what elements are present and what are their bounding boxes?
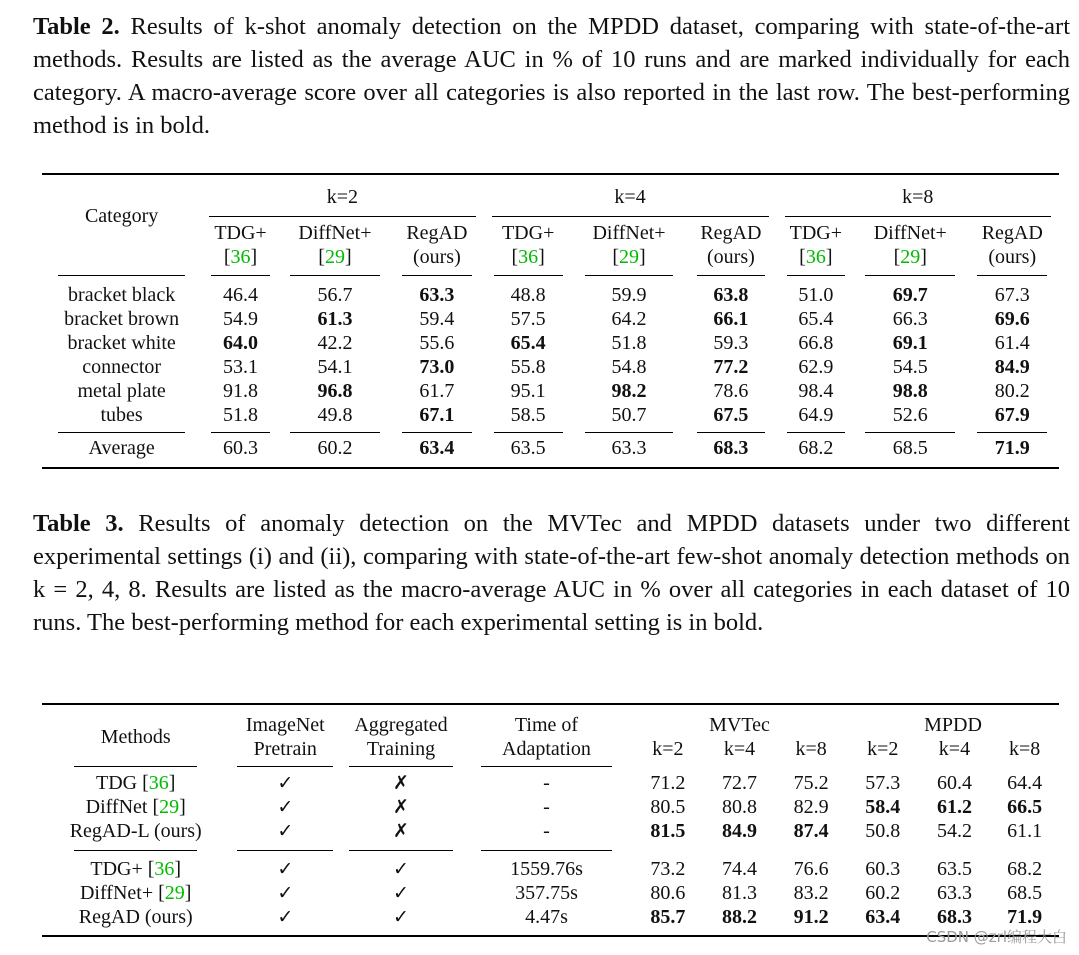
- t2-method-sub: [855, 245, 965, 269]
- table2-caption-label: Table 2.: [33, 13, 120, 40]
- t2-method-name: RegAD: [406, 222, 468, 244]
- t3-method-label: TDG+: [90, 857, 148, 880]
- t3-pretrain-mark: ✓: [277, 796, 294, 818]
- t3-imagenet-header-line1: ImageNet: [245, 714, 325, 736]
- t3-row: [42, 795, 1059, 819]
- t3-setting-rule-row-cell: [42, 843, 229, 857]
- t2-method-header: [201, 217, 280, 275]
- t3-method-name: [42, 819, 229, 843]
- t2-cell: 95.1: [510, 379, 546, 402]
- t3-cell: 72.7: [722, 771, 758, 794]
- t2-cite-close: ]: [538, 246, 545, 268]
- t3-header-rule-row-cell: [704, 761, 776, 771]
- t2-cite-close: ]: [639, 246, 646, 268]
- t2-cell: 78.6: [713, 379, 749, 402]
- t3-k-header: k=4: [723, 737, 756, 760]
- t2-cell: 54.8: [611, 355, 647, 378]
- t3-cite: 36: [154, 857, 175, 880]
- t2-cite: 29: [619, 246, 639, 268]
- t2-cell: 54.5: [892, 355, 928, 378]
- t3-cell: 83.2: [793, 881, 829, 904]
- t2-method-sub: [777, 245, 856, 269]
- t2-header-rule: [280, 275, 390, 283]
- t3-cell: 58.4: [865, 795, 901, 818]
- t3-k-header: k=2: [652, 737, 684, 760]
- t3-time-cell: 1559.76s: [510, 857, 583, 880]
- t2-method-name: DiffNet+: [873, 222, 947, 244]
- t3-cell: 81.3: [722, 881, 758, 904]
- t3-cell: 57.3: [865, 771, 901, 794]
- t2-cell: 63.3: [419, 283, 455, 306]
- t2-method-name: DiffNet+: [298, 222, 372, 244]
- t2-cell: 98.4: [798, 379, 834, 402]
- t2-cite-open: [: [799, 246, 806, 268]
- t2-cite: 29: [900, 246, 921, 268]
- t2-cell: 67.9: [994, 403, 1030, 426]
- t3-aggregated-header: [341, 704, 461, 761]
- t3-setting-rule-row: [42, 843, 1059, 857]
- t3-aggregated-mark: ✗: [393, 796, 409, 818]
- t3-cell: 80.8: [722, 795, 758, 818]
- t3-cell: 61.2: [936, 795, 972, 818]
- t2-average-rule: [573, 427, 686, 437]
- watermark: CSDN @zrl编程大白: [926, 928, 1067, 946]
- t2-cell: 84.9: [994, 355, 1030, 378]
- t2-row: [42, 355, 1059, 379]
- t2-header-rule: [685, 275, 776, 283]
- t2-group-header: k=4: [614, 185, 646, 208]
- t3-aggregated-mark: ✓: [393, 858, 409, 880]
- t2-method-header: [685, 217, 776, 275]
- t2-cite: 36: [518, 246, 539, 268]
- t2-average-rule: [280, 427, 390, 437]
- t3-method-name: [42, 771, 229, 795]
- t3-cell: 60.4: [936, 771, 972, 794]
- t3-cite-close: ]: [179, 795, 186, 818]
- t2-average-rule-row: [42, 427, 1059, 437]
- t3-cite-close: ]: [168, 771, 176, 794]
- table2: [42, 173, 1059, 469]
- t2-method-sub: [484, 245, 573, 269]
- t2-header-rule: [777, 275, 856, 283]
- t2-average-row: [42, 437, 1059, 468]
- t2-method-sub: [965, 245, 1059, 269]
- t2-cell: 65.4: [510, 331, 546, 354]
- t2-cell: 77.2: [713, 355, 749, 378]
- category-header: Category: [84, 205, 159, 227]
- t2-cell: 59.9: [611, 283, 647, 306]
- t3-cell: 54.2: [936, 819, 972, 842]
- t2-cell: 54.9: [223, 307, 258, 330]
- t2-cell: 53.1: [223, 355, 258, 378]
- t3-cell: 63.5: [936, 857, 972, 880]
- t2-average-rule: [201, 427, 280, 437]
- t3-mpdd-header: MPDD: [924, 713, 982, 736]
- t3-cell: 68.2: [1007, 857, 1043, 880]
- table3-caption: [33, 507, 1070, 639]
- t2-average-rule: [390, 427, 483, 437]
- t2-method-header: [484, 217, 573, 275]
- t3-cell: 60.2: [865, 881, 901, 904]
- t3-method-label: RegAD (ours): [78, 905, 193, 928]
- t3-header-rule-row-cell: [341, 761, 461, 771]
- t2-cell: 66.1: [713, 307, 749, 330]
- t3-cell: 88.2: [722, 905, 758, 928]
- t2-method-name: RegAD: [700, 222, 762, 244]
- t2-cell: 64.2: [611, 307, 647, 330]
- t3-cell: 68.5: [1007, 881, 1043, 904]
- t3-setting-rule-row-cell: [229, 843, 341, 857]
- t3-method-label: DiffNet: [85, 795, 153, 818]
- t2-average-cell: 60.3: [223, 437, 258, 459]
- t3-time-header-line1: Time of: [514, 714, 579, 736]
- t3-cell: 76.6: [793, 857, 829, 880]
- t3-cite-close: ]: [174, 857, 182, 880]
- t2-header-rule: [484, 275, 573, 283]
- t2-cell: 96.8: [317, 379, 353, 402]
- t3-aggregated-header-line1: Aggregated: [354, 714, 448, 736]
- t2-row-category: metal plate: [77, 379, 166, 402]
- t3-method-label: RegAD-L (ours): [69, 819, 202, 842]
- t3-cell: 71.2: [650, 771, 686, 794]
- t2-cell: 67.1: [419, 403, 455, 426]
- t3-setting-rule-row-cell: [632, 843, 704, 857]
- t2-method-name: TDG+: [501, 222, 555, 244]
- t2-average-cell: 68.2: [798, 437, 834, 459]
- t2-cell: 46.4: [223, 283, 258, 306]
- t3-pretrain-mark: ✓: [277, 820, 294, 842]
- t3-k-header: k=2: [867, 737, 899, 760]
- t3-imagenet-header: [229, 704, 341, 761]
- t3-header-rule-row-cell: [461, 761, 632, 771]
- t2-method-ours: (ours): [412, 246, 461, 268]
- t2-cite-close: ]: [250, 246, 258, 268]
- t3-cell: 63.4: [865, 905, 901, 928]
- t2-method-header: [965, 217, 1059, 275]
- t2-cite-close: ]: [920, 246, 927, 268]
- t2-cell: 69.1: [892, 331, 928, 354]
- t3-row: [42, 905, 1059, 929]
- t2-cell: 69.7: [892, 283, 928, 306]
- t2-average-cell: 71.9: [994, 437, 1030, 459]
- t2-cell: 57.5: [510, 307, 546, 330]
- t3-time-cell: -: [543, 771, 550, 794]
- t3-aggregated-mark: ✓: [393, 882, 409, 904]
- t2-method-header: [855, 217, 965, 275]
- t3-time-header-line2: Adaptation: [502, 738, 591, 760]
- t2-cell: 61.7: [419, 379, 455, 402]
- t2-cell: 59.3: [713, 331, 749, 354]
- t3-setting-rule-row-cell: [847, 843, 919, 857]
- t3-header-rule-row: [42, 761, 1059, 771]
- t3-method-label: DiffNet+: [79, 881, 159, 904]
- t3-setting-rule-row-cell: [990, 843, 1059, 857]
- t3-cell: 74.4: [722, 857, 758, 880]
- t2-cell: 61.3: [317, 307, 353, 330]
- t2-average-cell: 60.2: [317, 437, 353, 459]
- t3-row: [42, 771, 1059, 795]
- t2-cell: 61.4: [994, 331, 1030, 354]
- t2-method-sub: [201, 245, 280, 269]
- t2-cite: 36: [230, 246, 251, 268]
- t2-header-rule: [42, 275, 201, 283]
- table2-caption: [33, 10, 1070, 142]
- t3-cite-open: [: [147, 857, 155, 880]
- t3-cell: 68.3: [936, 905, 972, 928]
- t3-cell: 84.9: [722, 819, 758, 842]
- t3-cell: 66.5: [1007, 795, 1043, 818]
- t2-row: [42, 403, 1059, 427]
- t3-k-header: k=4: [938, 737, 971, 760]
- t3-k-header: k=8: [795, 737, 827, 760]
- t2-cell: 51.8: [223, 403, 258, 426]
- t3-cite: 29: [159, 795, 180, 818]
- t3-method-name: [42, 795, 229, 819]
- t2-cell: 66.8: [798, 331, 834, 354]
- t2-row-category: connector: [82, 355, 162, 378]
- t2-cell: 55.8: [510, 355, 546, 378]
- t3-cell: 63.3: [936, 881, 972, 904]
- t3-cite: 36: [148, 771, 169, 794]
- t2-method-name: TDG+: [789, 222, 843, 244]
- t2-cell: 98.8: [892, 379, 928, 402]
- t2-row: [42, 331, 1059, 355]
- t2-average-rule: [484, 427, 573, 437]
- t2-cell: 48.8: [510, 283, 546, 306]
- t2-cite-close: ]: [825, 246, 833, 268]
- t2-cite-open: [: [318, 246, 325, 268]
- t2-header-rule: [965, 275, 1059, 283]
- t2-method-name: DiffNet+: [592, 222, 666, 244]
- t2-cite-open: [: [612, 246, 619, 268]
- t2-cite-open: [: [893, 246, 901, 268]
- t3-aggregated-header-line2: Training: [366, 738, 436, 760]
- t2-average-label: Average: [88, 437, 155, 459]
- t2-cell: 49.8: [317, 403, 353, 426]
- t3-cell: 81.5: [650, 819, 686, 842]
- t3-header-rule-row-cell: [632, 761, 704, 771]
- t2-method-sub: [685, 245, 776, 269]
- t2-cite-open: [: [511, 246, 519, 268]
- t3-method-name: [42, 881, 229, 905]
- t2-cell: 63.8: [713, 283, 749, 306]
- t3-header-rule-row-cell: [990, 761, 1059, 771]
- t2-group-header: k=2: [326, 185, 359, 208]
- t3-cell: 73.2: [650, 857, 686, 880]
- t2-header-rule: [201, 275, 280, 283]
- t3-k-header: k=8: [1008, 737, 1041, 760]
- t2-cell: 56.7: [317, 283, 353, 306]
- t3-setting-rule-row-cell: [919, 843, 991, 857]
- table3-caption-text: Results of anomaly detection on the MVTec and MPDD datasets under two different experimental settings (i) and (ii), comparing with state-of-the-art few-shot anomaly detection methods on k = 2, 4, 8. Results are listed as the macro-average AUC in % over all categories in each dataset of 10 runs. The best-performing method for each experimental setting is in bold.: [33, 510, 1070, 636]
- t2-method-header: [573, 217, 686, 275]
- table3-caption-label: Table 3.: [33, 510, 124, 537]
- t2-cell: 65.4: [798, 307, 834, 330]
- t2-cell: 67.3: [994, 283, 1030, 306]
- t2-cite-open: [: [223, 246, 231, 268]
- t2-average-cell: 63.5: [510, 437, 546, 459]
- t3-cell: 75.2: [793, 771, 829, 794]
- t2-method-header: [777, 217, 856, 275]
- t2-method-ours: (ours): [988, 246, 1037, 268]
- t2-cite: 36: [805, 246, 826, 268]
- t3-time-cell: -: [543, 819, 550, 842]
- t2-cell: 51.8: [611, 331, 647, 354]
- t2-header-rule: [855, 275, 965, 283]
- t3-methods-header: Methods: [100, 725, 171, 748]
- t2-cell: 64.9: [798, 403, 834, 426]
- t3-header-rule-row-cell: [229, 761, 341, 771]
- t2-cell: 98.2: [611, 379, 647, 402]
- t3-cell: 50.8: [865, 819, 901, 842]
- t3-pretrain-mark: ✓: [277, 858, 294, 880]
- table2-caption-text: Results of k-shot anomaly detection on the MPDD dataset, comparing with state-of-the-art methods. Results are listed as the average AUC in % of 10 runs and are marked individually for each category. A macro-average score over all categories is also reported in the last row. The best-performing method is in bold.: [33, 13, 1070, 139]
- t3-setting-rule-row-cell: [461, 843, 632, 857]
- t3-time-header: [461, 704, 632, 761]
- t3-cell: 64.4: [1007, 771, 1043, 794]
- t2-header-rule: [390, 275, 483, 283]
- t2-row: [42, 307, 1059, 331]
- t2-method-header: [390, 217, 483, 275]
- t2-cell: 91.8: [223, 379, 258, 402]
- t2-cell: 51.0: [798, 283, 834, 306]
- t2-method-name: TDG+: [214, 222, 267, 244]
- t3-setting-rule-row-cell: [775, 843, 847, 857]
- t2-cell: 64.0: [223, 331, 258, 354]
- t2-cite-close: ]: [344, 246, 352, 268]
- t2-cell: 58.5: [510, 403, 546, 426]
- t3-aggregated-mark: ✗: [393, 772, 409, 794]
- t3-cell: 60.3: [865, 857, 901, 880]
- t2-cell: 66.3: [892, 307, 928, 330]
- t2-average-rule: [965, 427, 1059, 437]
- t3-cell: 85.7: [650, 905, 686, 928]
- t2-average-cell: 68.5: [892, 437, 928, 459]
- t2-cell: 69.6: [994, 307, 1030, 330]
- t3-setting-rule-row-cell: [704, 843, 776, 857]
- t2-cell: 52.6: [892, 403, 928, 426]
- t2-average-cell: 63.3: [611, 437, 647, 459]
- t2-method-name: RegAD: [981, 222, 1043, 244]
- t3-imagenet-header-line2: Pretrain: [253, 738, 317, 760]
- t2-row-category: bracket brown: [64, 307, 180, 330]
- t3-time-cell: 357.75s: [515, 881, 578, 904]
- t2-cell: 55.6: [419, 331, 455, 354]
- t3-pretrain-mark: ✓: [277, 772, 294, 794]
- t3-method-name: [42, 905, 229, 929]
- t2-average-rule: [777, 427, 856, 437]
- t2-cell: 62.9: [798, 355, 834, 378]
- t3-aggregated-mark: ✗: [393, 820, 409, 842]
- t2-header-rule: [573, 275, 686, 283]
- t2-row: [42, 379, 1059, 403]
- t3-cell: 82.9: [793, 795, 829, 818]
- t3-cell: 87.4: [793, 819, 829, 842]
- t2-method-sub: [280, 245, 390, 269]
- t3-mvtec-header: MVTec: [709, 713, 770, 736]
- t3-header-rule-row-cell: [42, 761, 229, 771]
- t3-pretrain-mark: ✓: [277, 906, 294, 928]
- t2-row-category: tubes: [100, 403, 143, 426]
- t2-header-rule-row: [42, 275, 1059, 283]
- t2-average-rule: [42, 427, 201, 437]
- t3-cell: 80.6: [650, 881, 686, 904]
- table3: [42, 703, 1059, 937]
- t2-average-rule: [685, 427, 776, 437]
- t3-method-name: [42, 857, 229, 881]
- t2-cell: 54.1: [317, 355, 353, 378]
- t2-group-row: [42, 174, 1059, 215]
- t3-header-rule-row-cell: [775, 761, 847, 771]
- t3-cell: 80.5: [650, 795, 686, 818]
- t3-cite: 29: [164, 881, 185, 904]
- t3-bottom-pad: [42, 929, 1059, 936]
- t3-cite-open: [: [158, 881, 165, 904]
- t3-cell: 71.9: [1007, 905, 1043, 928]
- t3-bottom-pad-cell: [42, 929, 1059, 936]
- t2-method-ours: (ours): [707, 246, 755, 268]
- t2-row-category: bracket black: [68, 283, 176, 306]
- t3-cell: 61.1: [1007, 819, 1043, 842]
- t2-cell: 50.7: [611, 403, 647, 426]
- t3-row: [42, 819, 1059, 843]
- t3-pretrain-mark: ✓: [277, 882, 294, 904]
- t3-row: [42, 857, 1059, 881]
- t2-method-sub: [390, 245, 483, 269]
- t2-row-category: bracket white: [67, 331, 176, 354]
- t2-cell: 59.4: [419, 307, 455, 330]
- t3-setting-rule-row-cell: [341, 843, 461, 857]
- t3-header-row-1: [42, 704, 1059, 737]
- t2-method-sub: [573, 245, 686, 269]
- t3-cite-open: [: [142, 771, 149, 794]
- t2-average-cell: 63.4: [419, 437, 455, 459]
- t3-row: [42, 881, 1059, 905]
- t2-cite: 29: [324, 246, 345, 268]
- t2-cell: 42.2: [317, 331, 353, 354]
- t3-method-label: TDG: [96, 771, 143, 794]
- t2-average-rule: [855, 427, 965, 437]
- t2-group-header: k=8: [902, 185, 934, 208]
- t2-method-header: [280, 217, 390, 275]
- t3-time-cell: 4.47s: [525, 905, 568, 928]
- t3-cite-open: [: [152, 795, 160, 818]
- t3-aggregated-mark: ✓: [393, 906, 409, 928]
- t2-cell: 67.5: [713, 403, 749, 426]
- t3-cite-close: ]: [184, 881, 192, 904]
- t2-cell: 80.2: [994, 379, 1030, 402]
- t2-cell: 73.0: [419, 355, 455, 378]
- t3-header-rule-row-cell: [919, 761, 991, 771]
- t2-average-cell: 68.3: [713, 437, 749, 459]
- t3-header-rule-row-cell: [847, 761, 919, 771]
- t2-row: [42, 283, 1059, 307]
- t3-cell: 91.2: [793, 905, 829, 928]
- t3-time-cell: -: [543, 795, 550, 818]
